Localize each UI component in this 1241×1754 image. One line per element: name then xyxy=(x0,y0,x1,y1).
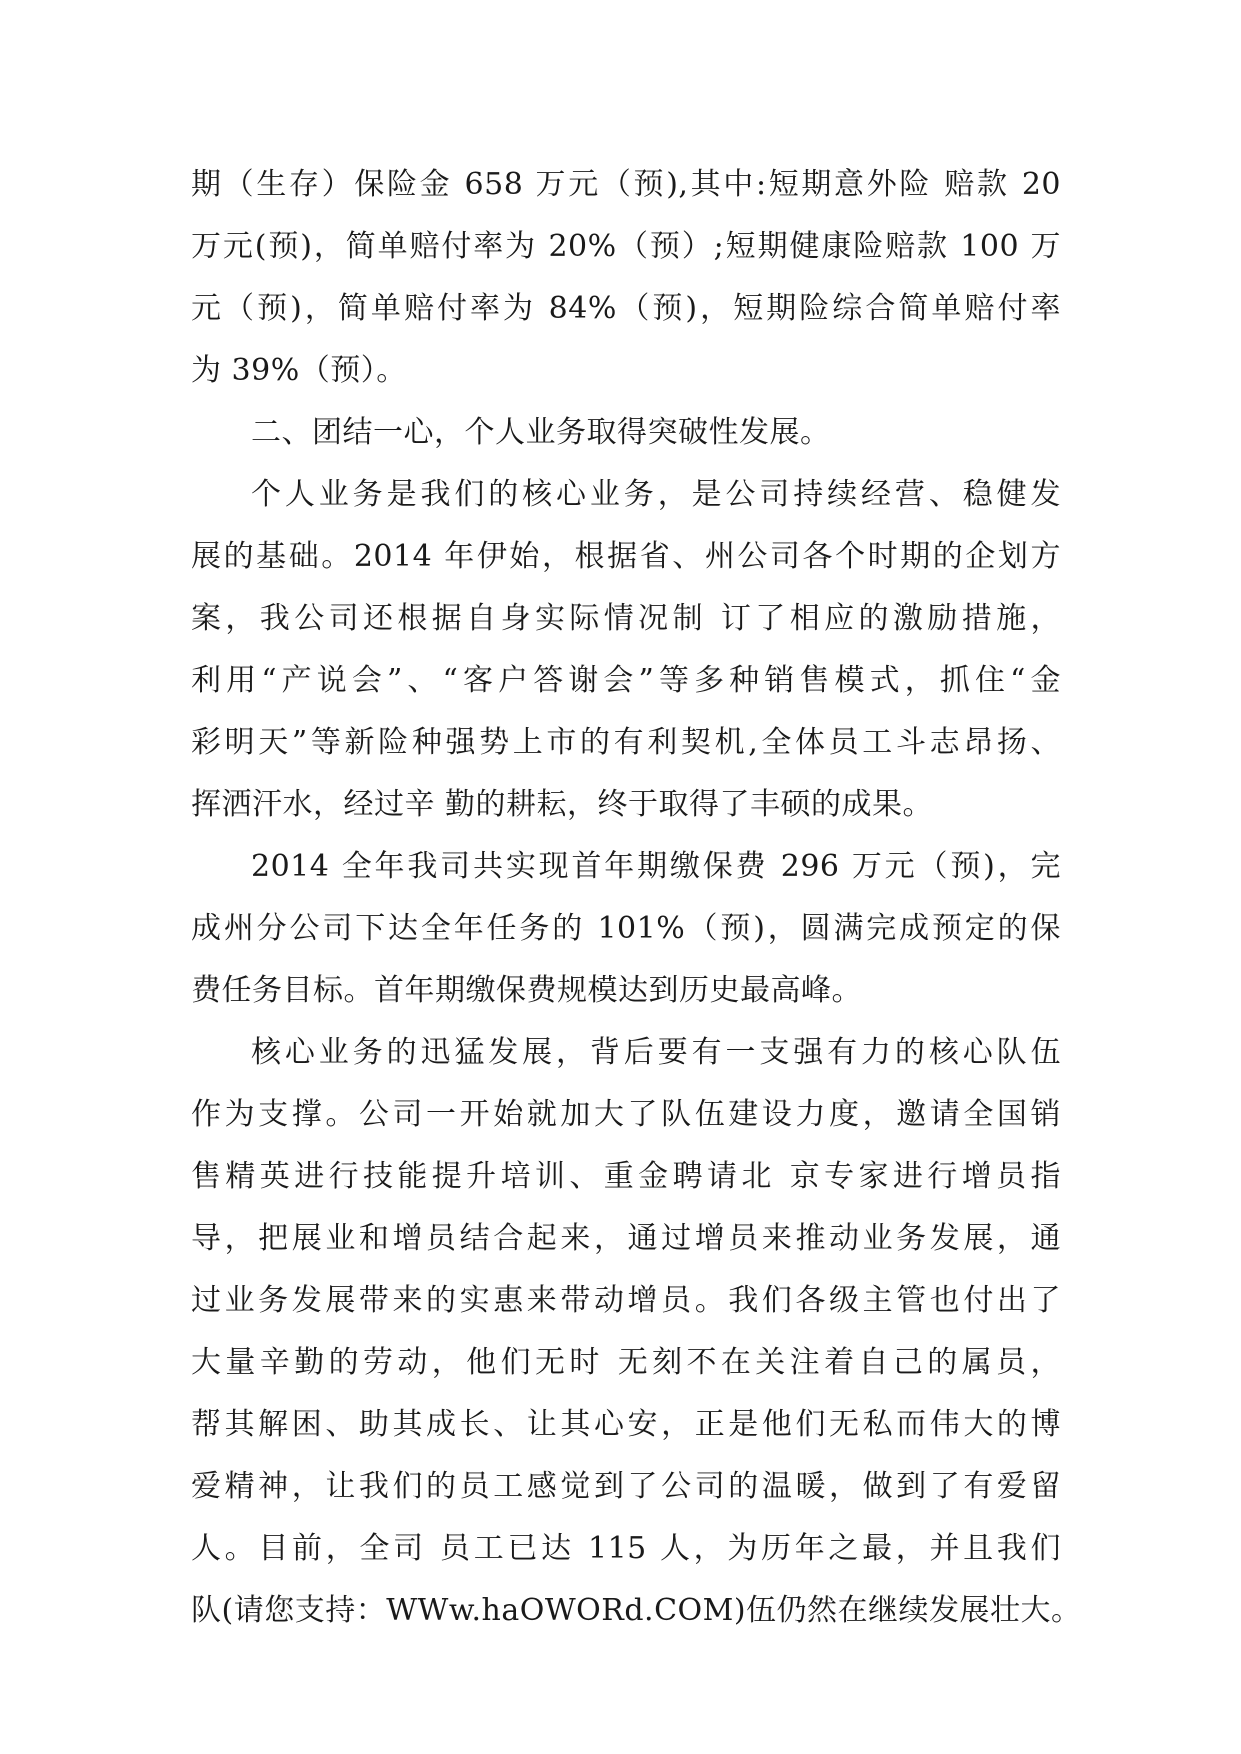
text-line: 万元(预)，简单赔付率为 20%（预）;短期健康险赔款 100 万 xyxy=(191,229,1061,264)
text-line: 挥洒汗水，经过辛 勤的耕耘，终于取得了丰硕的成果。 xyxy=(191,787,934,822)
text-line: 队(请您支持：WWw.haOWORd.COM)伍仍然在继续发展壮大。 xyxy=(191,1593,1082,1628)
text-line: 过业务发展带来的实惠来带动增员。我们各级主管也付出了 xyxy=(191,1283,1061,1318)
text-line: 彩明天”等新险种强势上市的有利契机,全体员工斗志昂扬、 xyxy=(191,725,1061,760)
text-line: 导，把展业和增员结合起来，通过增员来推动业务发展，通 xyxy=(191,1221,1061,1256)
text-line: 售精英进行技能提升培训、重金聘请北 京专家进行增员指 xyxy=(191,1159,1061,1194)
text-line: 展的基础。2014 年伊始，根据省、州公司各个时期的企划方 xyxy=(191,539,1061,574)
section-heading: 二、团结一心，个人业务取得突破性发展。 xyxy=(251,415,831,450)
text-line: 爱精神，让我们的员工感觉到了公司的温暖，做到了有爱留 xyxy=(191,1469,1061,1504)
text-line: 成州分公司下达全年任务的 101%（预)，圆满完成预定的保 xyxy=(191,911,1061,946)
text-line: 利用“产说会”、“客户答谢会”等多种销售模式，抓住“金 xyxy=(191,663,1061,698)
text-line: 案，我公司还根据自身实际情况制 订了相应的激励措施， xyxy=(191,601,1061,636)
text-line: 个人业务是我们的核心业务，是公司持续经营、稳健发 xyxy=(251,477,1061,512)
text-line: 大量辛勤的劳动，他们无时 无刻不在关注着自己的属员， xyxy=(191,1345,1061,1380)
text-line: 元（预)，简单赔付率为 84%（预)，短期险综合简单赔付率 xyxy=(191,291,1061,326)
text-line: 期（生存）保险金 658 万元（预),其中:短期意外险 赔款 20 xyxy=(191,167,1061,202)
text-line: 人。目前，全司 员工已达 115 人，为历年之最，并且我们 xyxy=(191,1531,1061,1566)
text-line: 作为支撑。公司一开始就加大了队伍建设力度，邀请全国销 xyxy=(191,1097,1061,1132)
text-line: 帮其解困、助其成长、让其心安，正是他们无私而伟大的博 xyxy=(191,1407,1061,1442)
text-line: 2014 全年我司共实现首年期缴保费 296 万元（预)，完 xyxy=(251,849,1061,884)
text-line: 为 39%（预）。 xyxy=(191,353,407,388)
text-line: 费任务目标。首年期缴保费规模达到历史最高峰。 xyxy=(191,973,862,1008)
text-line: 核心业务的迅猛发展，背后要有一支强有力的核心队伍 xyxy=(251,1035,1061,1070)
body-text xyxy=(191,154,1082,1642)
